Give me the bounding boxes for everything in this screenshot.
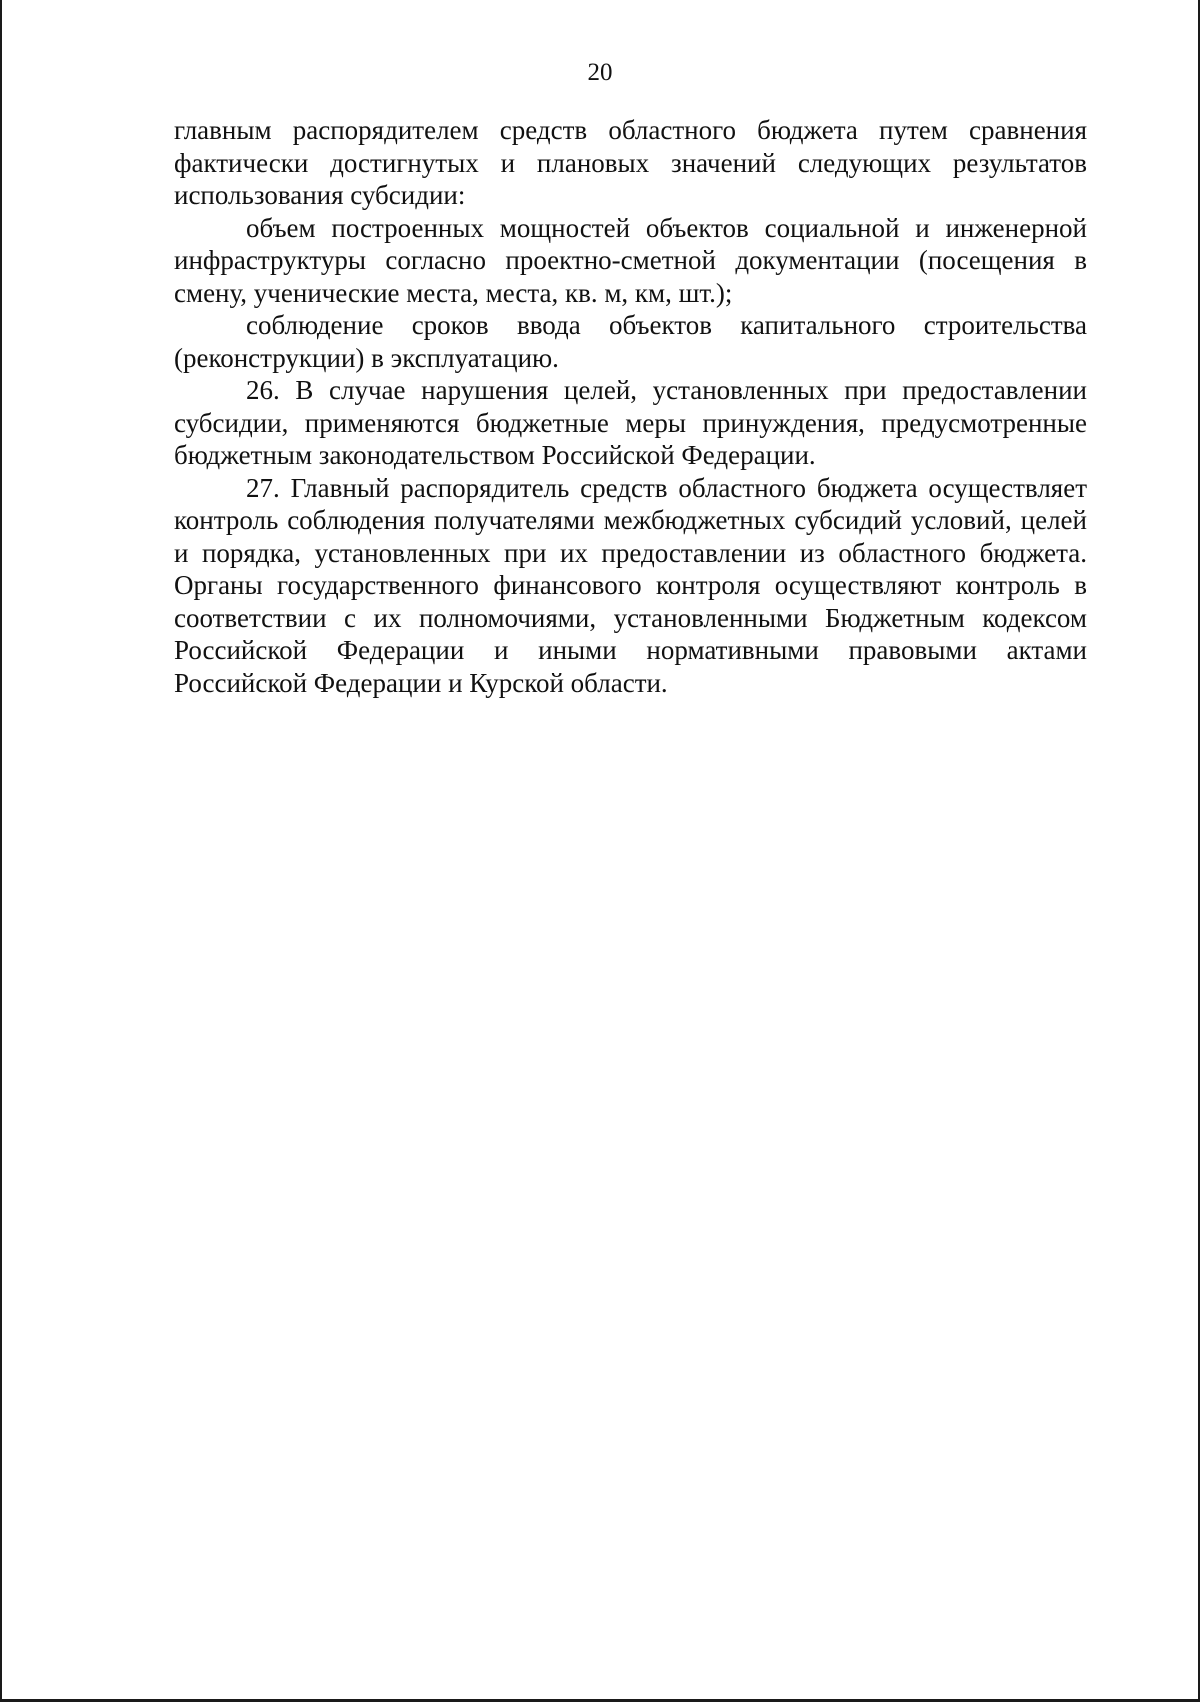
scan-edge-left — [0, 0, 2, 1702]
paragraph-capacity-volume: объем построенных мощностей объектов социальной и инженерной инфраструктуры согласно проектно-сметной документации (посещения в смену, ученические места, места, кв. м, км, шт.); — [174, 212, 1087, 308]
page-number: 20 — [587, 59, 613, 86]
paragraph-results-usage: главным распорядителем средств областного бюджета путем сравнения фактически достигнутых и плановых значений следующих результатов использования субсидии: — [174, 115, 1087, 210]
paragraph-commissioning-deadlines: соблюдение сроков ввода объектов капитального строительства (реконструкции) в эксплуатацию. — [174, 310, 1087, 373]
paragraph-item-27: 27. Главный распорядитель средств областного бюджета осуществляет контроль соблюдения получателями межбюджетных субсидий условий, целей и порядка, установленных при их предоставлении из областного бюджета. Органы государственного финансового контроля осуществляют контроль в соответствии с их полномочиями, установленными Бюджетным кодексом Российской Федерации и иными нормативными правовыми актами Российской Федерации и Курской области. — [174, 472, 1087, 698]
paragraph-item-26: 26. В случае нарушения целей, установленных при предоставлении субсидии, применяются бюджетные меры принуждения, предусмотренные бюджетным законодательством Российской Федерации. — [174, 375, 1087, 470]
document-body — [174, 114, 1087, 699]
